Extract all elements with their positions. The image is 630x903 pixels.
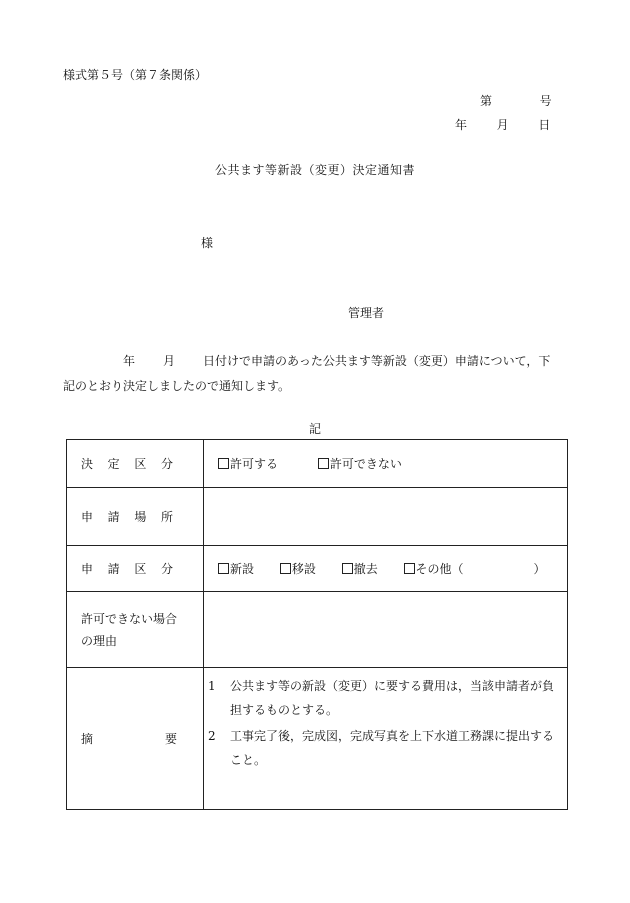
body-line-2: 記のとおり決定しましたので通知します。 bbox=[63, 379, 291, 393]
option-label: 撤去 bbox=[353, 562, 378, 576]
issuer: 管理者 bbox=[348, 306, 385, 320]
document-title: 公共ます等新設（変更）決定通知書 bbox=[214, 163, 415, 177]
checkbox-icon[interactable] bbox=[218, 563, 229, 574]
decision-label bbox=[67, 440, 204, 488]
option-relocate[interactable] bbox=[280, 560, 316, 577]
label-char: 要 bbox=[164, 732, 177, 746]
option-label: 新設 bbox=[230, 562, 255, 576]
remarks-item-number: 2 bbox=[208, 729, 216, 743]
decision-value bbox=[204, 440, 568, 488]
date-month: 月 bbox=[496, 118, 509, 132]
option-other[interactable] bbox=[404, 562, 546, 576]
remarks-row bbox=[67, 668, 568, 810]
reason-value[interactable] bbox=[204, 592, 568, 668]
remarks-value bbox=[204, 668, 568, 810]
date-year: 年 bbox=[455, 118, 468, 132]
label-char: 摘 bbox=[81, 732, 94, 746]
decision-table bbox=[66, 439, 568, 810]
body-date-month: 月 bbox=[163, 354, 176, 368]
body-line-1-text: 日付けで申請のあった公共ます等新設（変更）申請について，下 bbox=[203, 354, 551, 368]
option-permit[interactable] bbox=[218, 455, 278, 472]
label-char: 所 bbox=[160, 510, 173, 524]
ki-label: 記 bbox=[308, 422, 321, 436]
category-row bbox=[67, 546, 568, 592]
checkbox-icon[interactable] bbox=[218, 458, 229, 469]
body-date-year: 年 bbox=[123, 354, 136, 368]
location-value[interactable] bbox=[204, 488, 568, 546]
location-row bbox=[67, 488, 568, 546]
option-label: その他（ bbox=[415, 562, 464, 576]
remarks-item-text: 公共ます等の新設（変更）に要する費用は，当該申請者が負担するものとする。 bbox=[230, 679, 555, 717]
addressee: 様 bbox=[201, 236, 214, 250]
checkbox-icon[interactable] bbox=[318, 458, 329, 469]
date-day: 日 bbox=[538, 118, 551, 132]
reason-row bbox=[67, 592, 568, 668]
body-paragraph bbox=[63, 349, 568, 399]
option-remove[interactable] bbox=[342, 560, 378, 577]
label-char: 定 bbox=[107, 457, 120, 471]
checkbox-icon[interactable] bbox=[342, 563, 353, 574]
label-char: 請 bbox=[107, 562, 120, 576]
label-char: 申 bbox=[81, 510, 94, 524]
document-date bbox=[455, 116, 550, 133]
reason-label-line-1: 許可できない場合 bbox=[81, 611, 178, 626]
label-char: 請 bbox=[107, 510, 120, 524]
option-label: 移設 bbox=[291, 562, 316, 576]
remarks-label bbox=[67, 668, 204, 810]
label-char: 場 bbox=[134, 510, 147, 524]
reason-label bbox=[67, 592, 204, 668]
remarks-item-text: 工事完了後，完成図，完成写真を上下水道工務課に提出すること。 bbox=[230, 729, 555, 767]
reason-label-line-2: の理由 bbox=[81, 633, 118, 648]
category-value bbox=[204, 546, 568, 592]
option-new[interactable] bbox=[218, 560, 254, 577]
label-char: 分 bbox=[160, 457, 173, 471]
option-label: 許可できない bbox=[329, 457, 402, 471]
option-deny[interactable] bbox=[318, 455, 402, 472]
label-char: 区 bbox=[134, 562, 147, 576]
form-label: 様式第５号（第７条関係） bbox=[63, 68, 208, 82]
remarks-item bbox=[208, 674, 561, 722]
number-suffix: 号 bbox=[539, 94, 552, 108]
decision-row bbox=[67, 440, 568, 488]
option-close-paren: ） bbox=[533, 562, 546, 576]
number-prefix: 第 bbox=[480, 94, 493, 108]
location-label bbox=[67, 488, 204, 546]
checkbox-icon[interactable] bbox=[404, 563, 415, 574]
body-line-1 bbox=[63, 349, 568, 374]
checkbox-icon[interactable] bbox=[280, 563, 291, 574]
category-label bbox=[67, 546, 204, 592]
label-char: 分 bbox=[160, 562, 173, 576]
document-number bbox=[480, 92, 552, 109]
remarks-item-number: 1 bbox=[208, 679, 216, 693]
option-label: 許可する bbox=[230, 457, 279, 471]
label-char: 区 bbox=[134, 457, 147, 471]
label-char: 申 bbox=[81, 562, 94, 576]
remarks-item bbox=[208, 724, 561, 772]
label-char: 決 bbox=[81, 457, 94, 471]
